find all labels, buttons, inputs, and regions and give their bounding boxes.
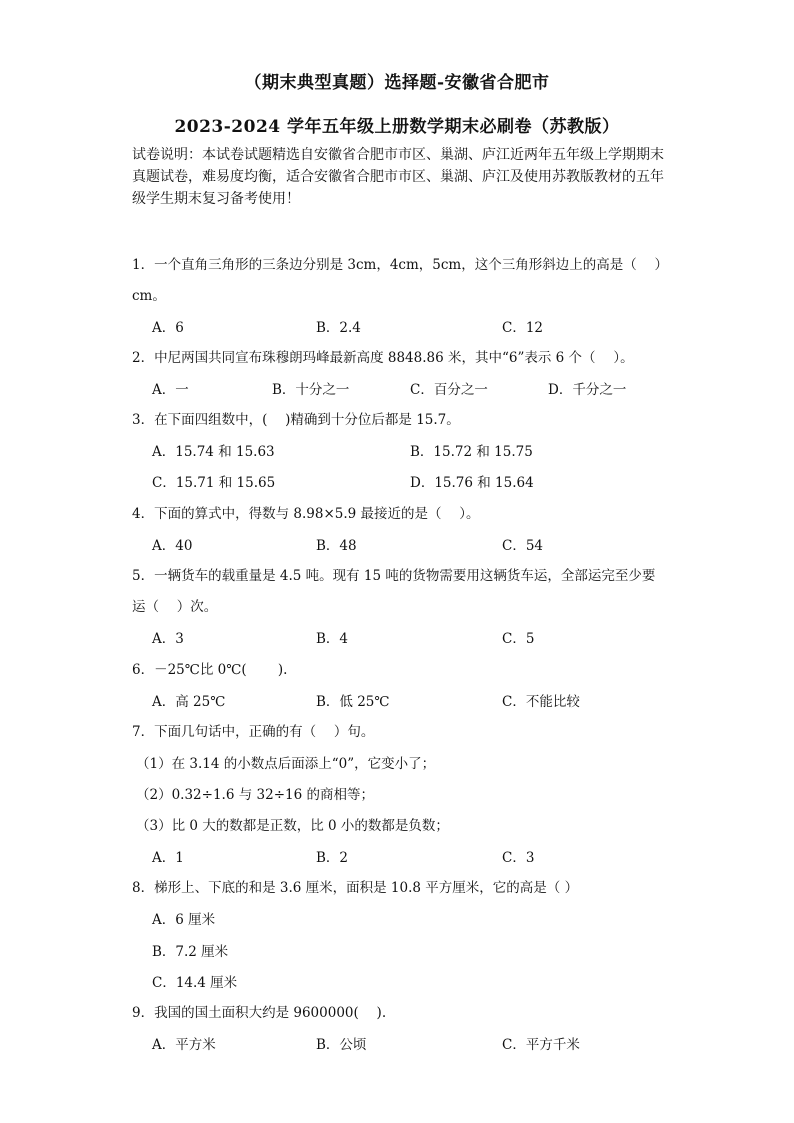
q3-option-b: B．15.72 和 15.75 xyxy=(410,444,533,460)
q2-option-b: B．十分之一 xyxy=(272,382,350,398)
q3-option-d: D．15.76 和 15.64 xyxy=(410,475,534,491)
q7-option-b: B．2 xyxy=(316,850,349,866)
question-1-line-1: 1．一个直角三角形的三条边分别是 3cm，4cm，5cm，这个三角形斜边上的高是（ ） xyxy=(132,257,669,273)
question-4: 4．下面的算式中，得数与 8.98×5.9 最接近的是（ ）。 xyxy=(132,506,480,522)
note-label: 试卷说明： xyxy=(132,147,202,163)
question-7: 7．下面几句话中，正确的有（ ）句。 xyxy=(132,724,375,740)
q4-option-b: B．48 xyxy=(316,538,357,554)
q3-option-c: C．15.71 和 15.65 xyxy=(152,475,276,491)
question-1-line-2: cm。 xyxy=(132,288,166,304)
q8-option-b: B．7.2 厘米 xyxy=(152,944,229,960)
q3-option-a: A．15.74 和 15.63 xyxy=(152,444,275,460)
q2-option-d: D．千分之一 xyxy=(548,382,627,398)
q2-option-c: C．百分之一 xyxy=(410,382,488,398)
q9-option-c: C．平方千米 xyxy=(502,1037,580,1053)
question-2: 2．中尼两国共同宣布珠穆朗玛峰最新高度 8848.86 米，其中“6”表示 6 个（ ）。 xyxy=(132,350,634,366)
q1-option-b: B．2.4 xyxy=(316,320,361,336)
q9-option-a: A．平方米 xyxy=(152,1037,216,1053)
q1-option-c: C．12 xyxy=(502,320,544,336)
q5-option-b: B．4 xyxy=(316,631,349,647)
q1-option-a: A．6 xyxy=(152,320,184,336)
title-line-2: 2023-2024 学年五年级上册数学期末必刷卷（苏教版） xyxy=(174,117,620,137)
title-line-1: （期末典型真题）选择题-安徽省合肥市 xyxy=(244,73,550,93)
q7-statement-1: （1）在 3.14 的小数点后面添上“0”，它变小了； xyxy=(136,756,436,772)
q8-option-a: A．6 厘米 xyxy=(152,912,216,928)
q5-option-c: C．5 xyxy=(502,631,535,647)
question-8: 8．梯形上、下底的和是 3.6 厘米，面积是 10.8 平方厘米，它的高是（ ） xyxy=(132,880,579,896)
q7-statement-2: （2）0.32÷1.6 与 32÷16 的商相等； xyxy=(136,787,374,803)
q7-option-c: C．3 xyxy=(502,850,535,866)
q2-option-a: A．一 xyxy=(152,382,189,398)
exam-note xyxy=(132,144,672,210)
question-5-line-2: 运（ ）次。 xyxy=(132,599,218,615)
question-9: 9．我国的国土面积大约是 9600000( ). xyxy=(132,1005,387,1021)
q6-option-c: C．不能比较 xyxy=(502,694,580,710)
q5-option-a: A．3 xyxy=(152,631,184,647)
question-3: 3．在下面四组数中，( )精确到十分位后都是 15.7。 xyxy=(132,412,460,428)
q4-option-c: C．54 xyxy=(502,538,544,554)
q6-option-b: B．低 25℃ xyxy=(316,694,390,710)
question-5-line-1: 5．一辆货车的载重量是 4.5 吨。现有 15 吨的货物需要用这辆货车运，全部运完至少要 xyxy=(132,568,656,584)
q4-option-a: A．40 xyxy=(152,538,193,554)
q7-option-a: A．1 xyxy=(152,850,184,866)
question-6: 6．－25℃比 0℃( ). xyxy=(132,662,288,678)
q8-option-c: C．14.4 厘米 xyxy=(152,975,238,991)
q7-statement-3: （3）比 0 大的数都是正数，比 0 小的数都是负数； xyxy=(136,818,449,834)
q6-option-a: A．高 25℃ xyxy=(152,694,226,710)
q9-option-b: B．公顷 xyxy=(316,1037,367,1053)
note-body: 本试卷试题精选自安徽省合肥市市区、巢湖、庐江近两年五年级上学期期末真题试卷，难易度均衡，适合安徽省合肥市市区、巢湖、庐江及使用苏教版教材的五年级学生期末复习备考使用！ xyxy=(132,147,664,207)
